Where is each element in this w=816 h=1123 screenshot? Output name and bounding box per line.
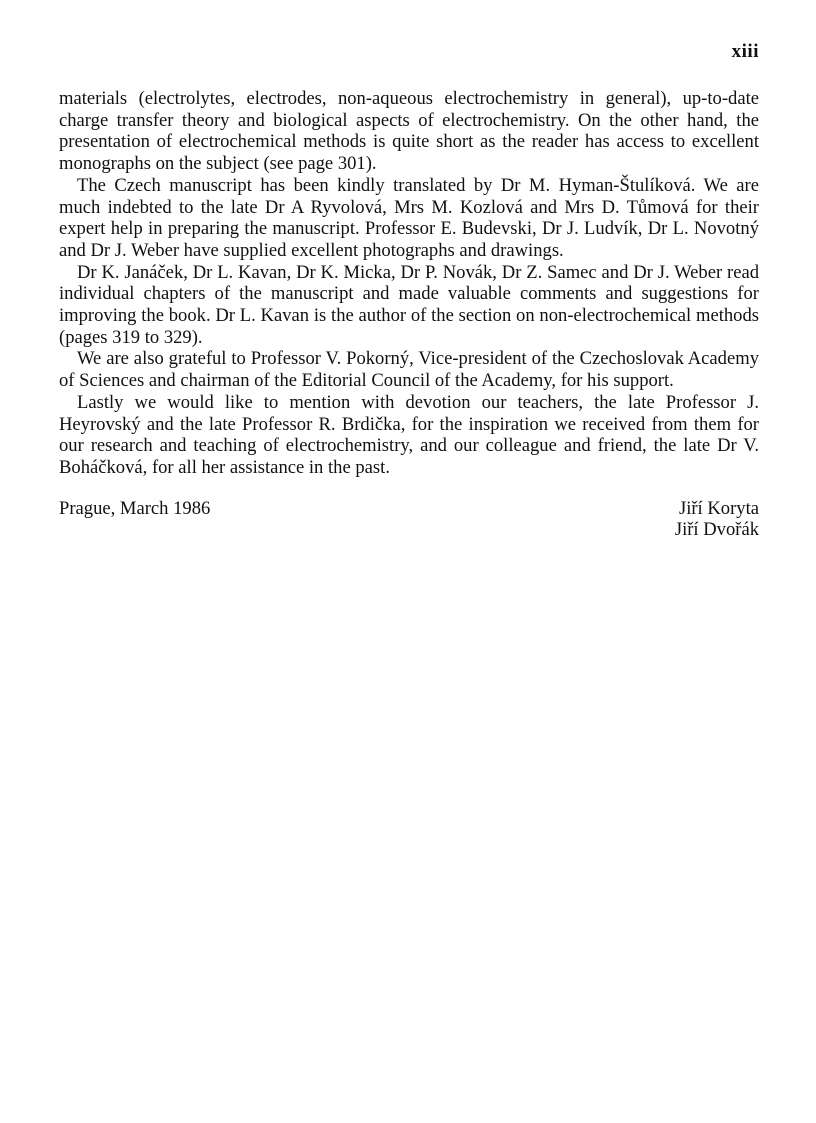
place-date: Prague, March 1986 (59, 497, 211, 519)
page-number: xiii (731, 41, 759, 62)
document-page (59, 40, 759, 541)
author-name: Jiří Koryta (678, 497, 759, 519)
paragraph-teachers-dedication: Lastly we would like to mention with devotion our teachers, the late Professor J. Heyrovský and the late Professor R. Brdička, for the inspiration we received from them for our research and teaching of electrochemistry, and our colleague and friend, the late Dr V. Boháčková, for all her assistance in the past. (59, 391, 759, 478)
paragraph-reviewers-acknowledgement: Dr K. Janáček, Dr L. Kavan, Dr K. Micka, Dr P. Novák, Dr Z. Samec and Dr J. Weber read individual chapters of the manuscript and made valuable comments and suggestions for improving the book. Dr L. Kavan is the author of the section on non-electrochemical methods (pages 319 to 329). (59, 261, 759, 348)
paragraph-academy-acknowledgement: We are also grateful to Professor V. Pokorný, Vice-president of the Czechoslovak Academy of Sciences and chairman of the Editorial Council of the Academy, for his support. (59, 348, 759, 392)
author-name: Jiří Dvořák (674, 519, 759, 541)
signature-block (59, 498, 759, 541)
paragraph-continuation: materials (electrolytes, electrodes, non-aqueous electrochemistry in general), up-to-date charge transfer theory and biological aspects of electrochemistry. On the other hand, the presentation of electrochemical methods is quite short as the reader has access to excellent monographs on the subject (see page 301). (59, 88, 759, 175)
paragraph-translation-acknowledgement: The Czech manuscript has been kindly translated by Dr M. Hyman-Štulíková. We are much indebted to the late Dr A Ryvolová, Mrs M. Kozlová and Mrs D. Tůmová for their expert help in preparing the manuscript. Professor E. Budevski, Dr J. Ludvík, Dr L. Novotný and Dr J. Weber have supplied excellent photographs and drawings. (59, 174, 759, 261)
author-names (675, 498, 759, 541)
preface-body (59, 88, 759, 479)
